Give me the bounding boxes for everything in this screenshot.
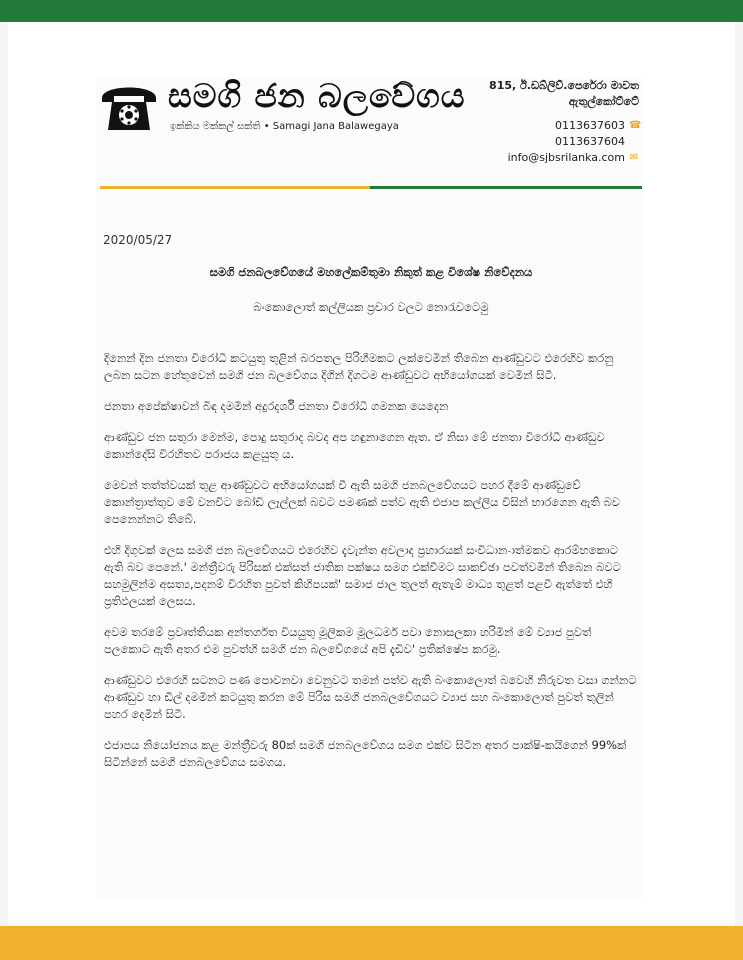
paragraph: මෙවන් තත්ත්වයක් තුළ ආණ්ඩුවට අභියෝගයක් වී ඇති සමගි ජනබලවේගයට පහර දීමේ ආණ්ඩුවේ කොන්ත්‍රාත්තුව මේ වනවිට බෝඩි ලෑල්ලක් බවට පමණක් පත්ව ඇති එජාප කල්ලිය විසින් භාරගෙන ඇති බව පෙනෙන්නට තිබේ.: [104, 478, 620, 526]
email-icon: ✉: [629, 152, 639, 163]
paragraph: දිනෙන් දින ජනතා විරෝධී කටයුතු තුළින් බරපතල පිරිහීමකට ලක්වෙමින් තිබෙන ආණ්ඩුවට එරෙහිව කරනු ලබන සටන හේතුවෙන් සමගි ජන බලවේගය දිගින් දිගටම ආණ්ඩුවට අභියෝගයක් වෙමින් සිටී.: [104, 351, 614, 382]
letter-subtitle: බංකොලොත් කල්ලියක ප්‍රචාර වලට නොරැවටෙමු: [253, 300, 489, 314]
address-line-2: ඇතුල්කෝට්ටේ: [568, 95, 639, 108]
paragraph: ආණ්ඩුවට එරෙහි සටනට පණ පොවනවා වෙනුවට තමන් පත්ව ඇති බංකොලොත් බවෙහි නිරුවත වසා ගන්නට ආණ්ඩුව හා ඩීල් දමමින් කටයුතු කරන මේ පිරිස සමගි ජනබලවේගයට ව්‍යාජ සහ බංකොලොත් පුවත් තුලින් පහර දෙමින් සිටී.: [104, 673, 637, 721]
email-row: [489, 150, 639, 166]
telephone-logo-icon: [98, 78, 160, 134]
phone-row-1: [489, 118, 642, 134]
letter-date: 2020/05/27: [103, 233, 173, 247]
top-color-bar: [0, 0, 743, 22]
letter-title: සමගි ජනබලවේගයේ මහලේකම්තුමා නිකුත් කළ විශේෂ නිවේදනය: [209, 265, 533, 279]
phone-icon: ☎: [629, 120, 642, 131]
phone-row-2: [489, 134, 639, 150]
paragraph: එහි දිගුවක් ලෙස සමගි ජන බලවේගයට එරෙහිව දැවැන්ත අවලාද ප්‍රහාරයක් සංවිධාන-ාත්මකව ආරම්භකොට ඇති බව පෙනේ.' මන්ත්‍රීවරු පිරිසක් එක්සත් ජාතික පක්ෂය සමග එක්වීමට සාකච්ඡා පවත්වමින් තිබෙන බවට සහමුලින්ම අසත්‍ය,පදනම් විරහිත පුවත් කිහිපයක්' සමාජ ජාල තුලත් ඇතැම් මාධ්‍ය තුළත් පළවී ඇත්තේ එහි ප්‍රතිඵලයක් ලෙසය.: [104, 543, 621, 608]
phone-2: 0113637604: [555, 135, 625, 148]
email-address: info@sjbsrilanka.com: [507, 151, 625, 164]
letter-body: [104, 350, 640, 785]
organization-subtitle: ඉක්කිය මක්කල් සක්ති • Samagi Jana Balawegaya: [170, 121, 399, 132]
paragraph: ජනතා අපේක්ෂාවන් බිඳ දමමින් අදුරදර්ශී ජනතා විරෝධී ගමනක යෙදෙන: [104, 399, 449, 413]
bottom-color-bar: [0, 926, 743, 960]
contact-block: [489, 78, 642, 166]
header-divider: [100, 186, 642, 189]
address-line-1: 815, ඊ.ඩබ්ලිව්.පෙරේරා මාවත: [489, 79, 639, 92]
organization-name: සමගි ජන බලවේගය: [168, 76, 466, 115]
paragraph: ආණ්ඩුව ජන සතුරා මෙන්ම, පොදු සතුරාද බවද අප හඳුනාගෙන ඇත. ඒ නිසා මේ ජනතා විරෝධී ආණ්ඩුව කොන්දේසි විරහිතව පරාජය කළයුතු ය.: [104, 430, 605, 461]
phone-1: 0113637603: [555, 119, 625, 132]
paragraph: අවම තරමේ ප්‍රවෘත්තියක අන්තර්ගත වියයුතු මූලිකම මූලධර්ම පවා නොසලකා හරිමින් මේ ව්‍යාජ පුවත් පලකොට ඇති අතර එම පුවත්හි සමගි ජන බලවේගයේ අපි දැඩිව' ප්‍රතික්ෂේප කරමු.: [104, 625, 592, 656]
paragraph: එජාපය නියෝජනය කළ මන්ත්‍රීවරු 80ක් සමගි ජනබලවේගය සමග එක්ව සිටින අතර පාක්ෂි-කයිගෙන් 99%ක් සිටින්නේ සමගි ජනබලවේගය සමගය.: [104, 738, 627, 769]
